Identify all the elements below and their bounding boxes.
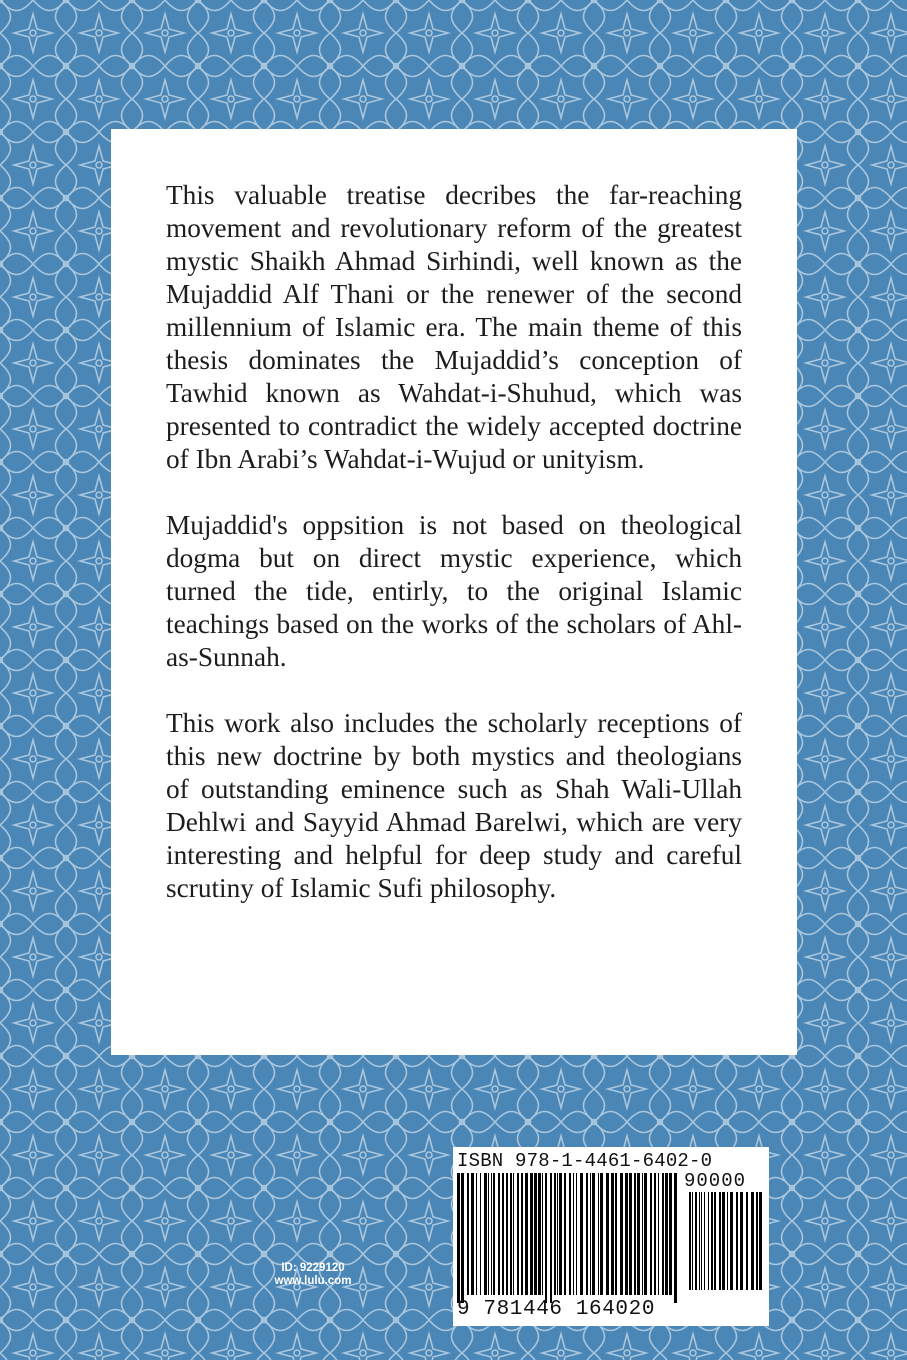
barcode-bar: [708, 1192, 709, 1290]
barcode-bar: [510, 1173, 512, 1295]
barcode-main-bars: [457, 1173, 679, 1303]
barcode-bar: [576, 1173, 577, 1295]
barcode-bar: [592, 1173, 595, 1295]
barcode-bar: [669, 1173, 672, 1295]
barcode-bar: [542, 1173, 543, 1295]
barcode-addon-code: 90000: [684, 1170, 747, 1192]
barcode-bar: [476, 1173, 477, 1295]
barcode-bar: [550, 1173, 552, 1303]
barcode-bar: [598, 1173, 599, 1295]
barcode-bar: [740, 1192, 743, 1290]
barcode-bar: [692, 1192, 693, 1290]
barcode-bar: [746, 1192, 748, 1290]
barcode-bar: [488, 1173, 489, 1295]
barcode-bar: [611, 1173, 614, 1295]
barcode-bar: [674, 1173, 677, 1303]
barcode-bar: [711, 1192, 713, 1290]
barcode-bar: [689, 1192, 691, 1290]
barcode-bar: [502, 1173, 504, 1295]
description-panel: [111, 129, 797, 1055]
barcode-bar: [736, 1192, 738, 1290]
barcode-bar: [586, 1173, 588, 1295]
barcode-bar: [662, 1173, 664, 1295]
barcode-bar: [695, 1192, 697, 1290]
publisher-id: ID: 9229120: [281, 1262, 345, 1274]
barcode-bar: [654, 1173, 656, 1295]
barcode-bar: [557, 1173, 558, 1295]
barcode-bar: [573, 1173, 574, 1295]
barcode-bar: [484, 1173, 487, 1295]
barcode-bar: [722, 1192, 725, 1290]
barcode-bar: [590, 1173, 591, 1295]
barcode-bar: [620, 1173, 623, 1295]
barcode-bar: [461, 1173, 464, 1303]
barcode-bar: [498, 1173, 500, 1295]
barcode-bar: [471, 1173, 474, 1295]
barcode-bar: [538, 1173, 541, 1295]
barcode-bar: [554, 1173, 556, 1295]
barcode-bar: [625, 1173, 628, 1295]
barcode-bar: [491, 1173, 492, 1295]
barcode-bar: [480, 1173, 481, 1295]
barcode-bar: [513, 1173, 514, 1295]
barcode-bar: [730, 1192, 733, 1290]
barcode-bar: [564, 1173, 566, 1295]
barcode-bar: [606, 1173, 609, 1295]
barcode-bar: [634, 1173, 636, 1295]
barcode-bar: [493, 1173, 495, 1295]
barcode-bar: [615, 1173, 617, 1295]
barcode-bar: [467, 1173, 469, 1295]
barcode-bar: [658, 1173, 659, 1295]
isbn-barcode: [453, 1147, 769, 1326]
barcode-bar: [569, 1173, 571, 1295]
barcode-bar: [756, 1192, 758, 1290]
barcode-bar: [534, 1173, 537, 1295]
barcode-digits: 9 781446 164020: [457, 1298, 656, 1321]
barcode-bar: [521, 1173, 523, 1295]
barcode-bar: [506, 1173, 508, 1295]
barcode-bar: [701, 1192, 702, 1290]
description-paragraph-2: Mujaddid's oppsition is not based on theological dogma but on direct mystic experience, which turned the tide, entirly, to the original Islamic teachings based on the works of the scholars of Ahl-as-Sunnah.: [166, 510, 742, 672]
barcode-bar: [719, 1192, 721, 1290]
publisher-info: [258, 1262, 368, 1288]
barcode-bar: [517, 1173, 519, 1295]
description-paragraph-3: This work also includes the scholarly receptions of this new doctrine by both mystics and theologians of outstanding eminence such as Shah Wali-Ullah Dehlwi and Sayyid Ahmad Barelwi, which are very interesting and helpful for deep study and careful scrutiny of Islamic Sufi philosophy.: [166, 708, 742, 903]
barcode-bar: [642, 1173, 643, 1295]
barcode-bar: [629, 1173, 632, 1295]
barcode-bar: [525, 1173, 528, 1295]
barcode-bar: [530, 1173, 533, 1295]
barcode-bar: [759, 1192, 762, 1290]
barcode-bar: [699, 1192, 700, 1290]
barcode-bar: [580, 1173, 583, 1295]
barcode-bar: [714, 1192, 716, 1290]
barcode-bar: [644, 1173, 647, 1295]
barcode-bar: [704, 1192, 705, 1290]
barcode-bar: [559, 1173, 562, 1295]
barcode-bar: [665, 1173, 668, 1295]
barcode-bar: [751, 1192, 754, 1290]
barcode-bar: [650, 1173, 652, 1295]
barcode-bar: [600, 1173, 603, 1295]
description-paragraph-1: This valuable treatise decribes the far-reaching movement and revolutionary reform of the greatest mystic Shaikh Ahmad Sirhindi, well known as the Mujaddid Alf Thani or the renewer of the second millennium of Islamic era. The main theme of this thesis dominates the Mujaddid’s conception of Tawhid known as Wahdat-i-Shuhud, which was presented to contradict the widely accepted doctrine of Ibn Arabi’s Wahdat-i-Wujud or unityism.: [166, 180, 742, 474]
barcode-bar: [727, 1192, 728, 1290]
barcode-bar: [457, 1173, 460, 1303]
barcode-bar: [637, 1173, 640, 1295]
isbn-label: ISBN 978-1-4461-6402-0: [457, 1150, 713, 1172]
publisher-website: www.lulu.com: [274, 1275, 352, 1287]
barcode-addon-bars: [689, 1192, 765, 1298]
barcode-bar: [545, 1173, 547, 1303]
